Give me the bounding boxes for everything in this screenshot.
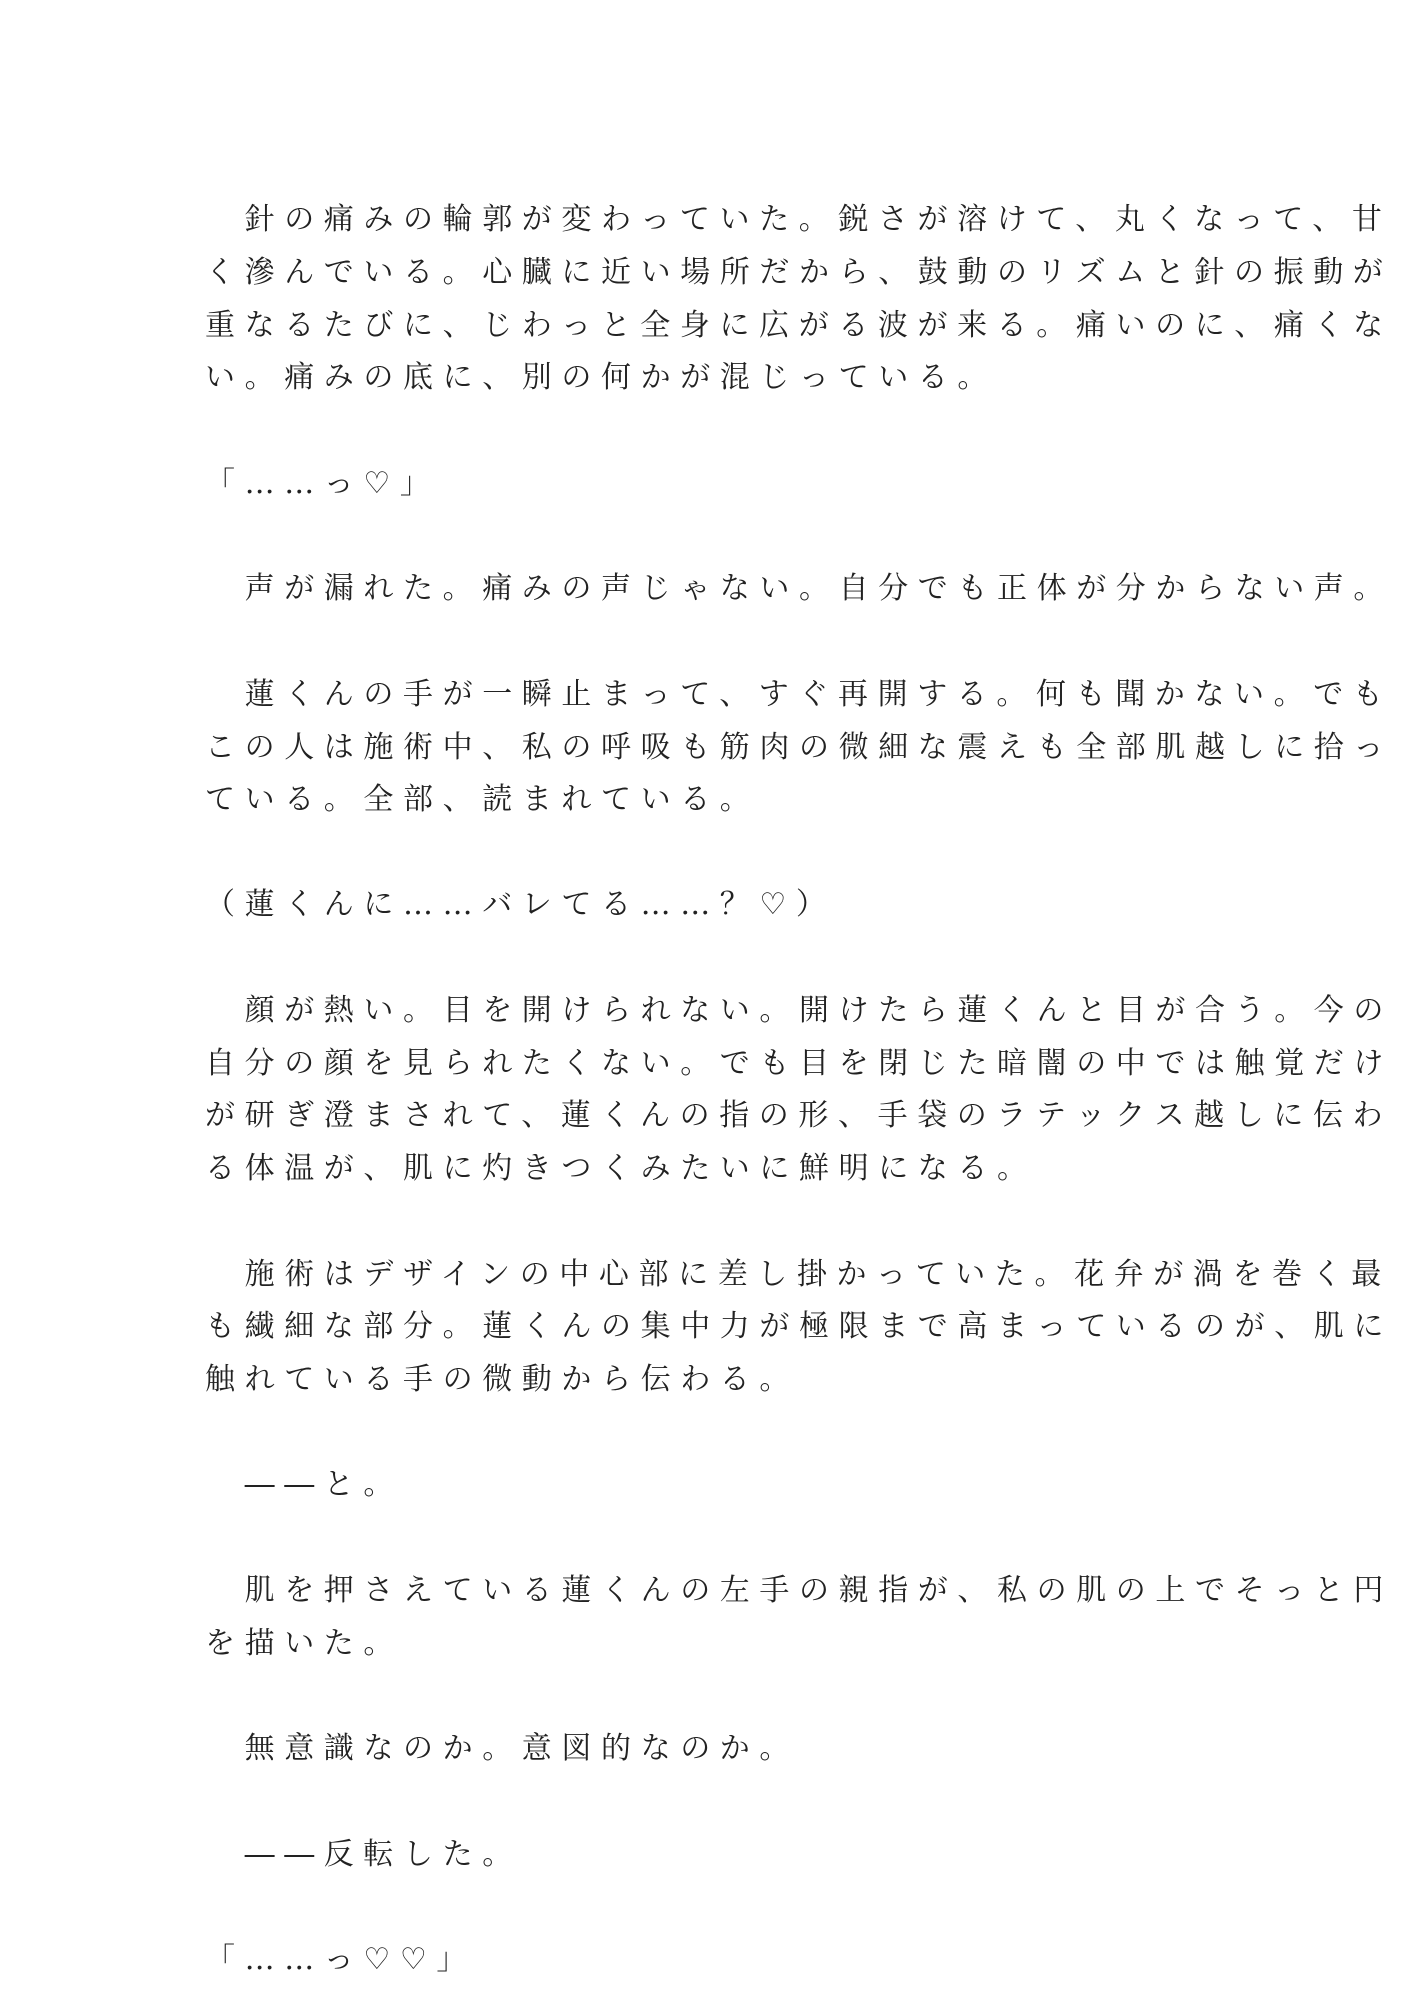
dialogue-line: 「……っ♡」 (205, 465, 440, 501)
text-line: ――反転した。 (205, 1836, 522, 1872)
text-line: が研ぎ澄まされて、蓮くんの指の形、手袋のラテックス越しに伝わ (205, 1098, 1393, 1134)
thought-line: （蓮くんに……バレてる……？♡） (205, 887, 836, 923)
text-line: 触れている手の微動から伝わる。 (205, 1362, 799, 1397)
text-line: い。痛みの底に、別の何かが混じっている。 (205, 360, 997, 396)
text-line: 無意識なのか。意図的なのか。 (205, 1731, 799, 1767)
text-line: 自分の顔を見られたくない。でも目を閉じた暗闇の中では触覚だけ (205, 1045, 1393, 1081)
text-line: を描いた。 (205, 1625, 403, 1661)
text-line: 針の痛みの輪郭が変わっていた。鋭さが溶けて、丸くなって、甘 (205, 202, 1392, 237)
text-line: く滲んでいる。心臓に近い場所だから、鼓動のリズムと針の振動が (205, 255, 1393, 291)
text-line: る体温が、肌に灼きつくみたいに鮮明になる。 (205, 1151, 1037, 1187)
text-line: 重なるたびに、じわっと全身に広がる波が来る。痛いのに、痛くな (205, 308, 1393, 344)
text-line: 顔が熱い。目を開けられない。開けたら蓮くんと目が合う。今の (205, 992, 1393, 1028)
text-line: も繊細な部分。蓮くんの集中力が極限まで高まっているのが、肌に (205, 1308, 1393, 1344)
text-line: ている。全部、読まれている。 (205, 782, 760, 817)
text-line: 施術はデザインの中心部に差し掛かっていた。花弁が渦を巻く最 (205, 1256, 1391, 1292)
text-line: ――と。 (205, 1467, 403, 1503)
text-line: この人は施術中、私の呼吸も筋肉の微細な震えも全部肌越しに拾っ (205, 729, 1393, 765)
text-line: 声が漏れた。痛みの声じゃない。自分でも正体が分からない声。 (205, 571, 1393, 607)
dialogue-line: 「……っ♡♡」 (205, 1942, 476, 1977)
text-line: 肌を押さえている蓮くんの左手の親指が、私の肌の上でそっと円 (205, 1572, 1393, 1608)
text-line: 蓮くんの手が一瞬止まって、すぐ再開する。何も聞かない。でも (205, 676, 1393, 712)
